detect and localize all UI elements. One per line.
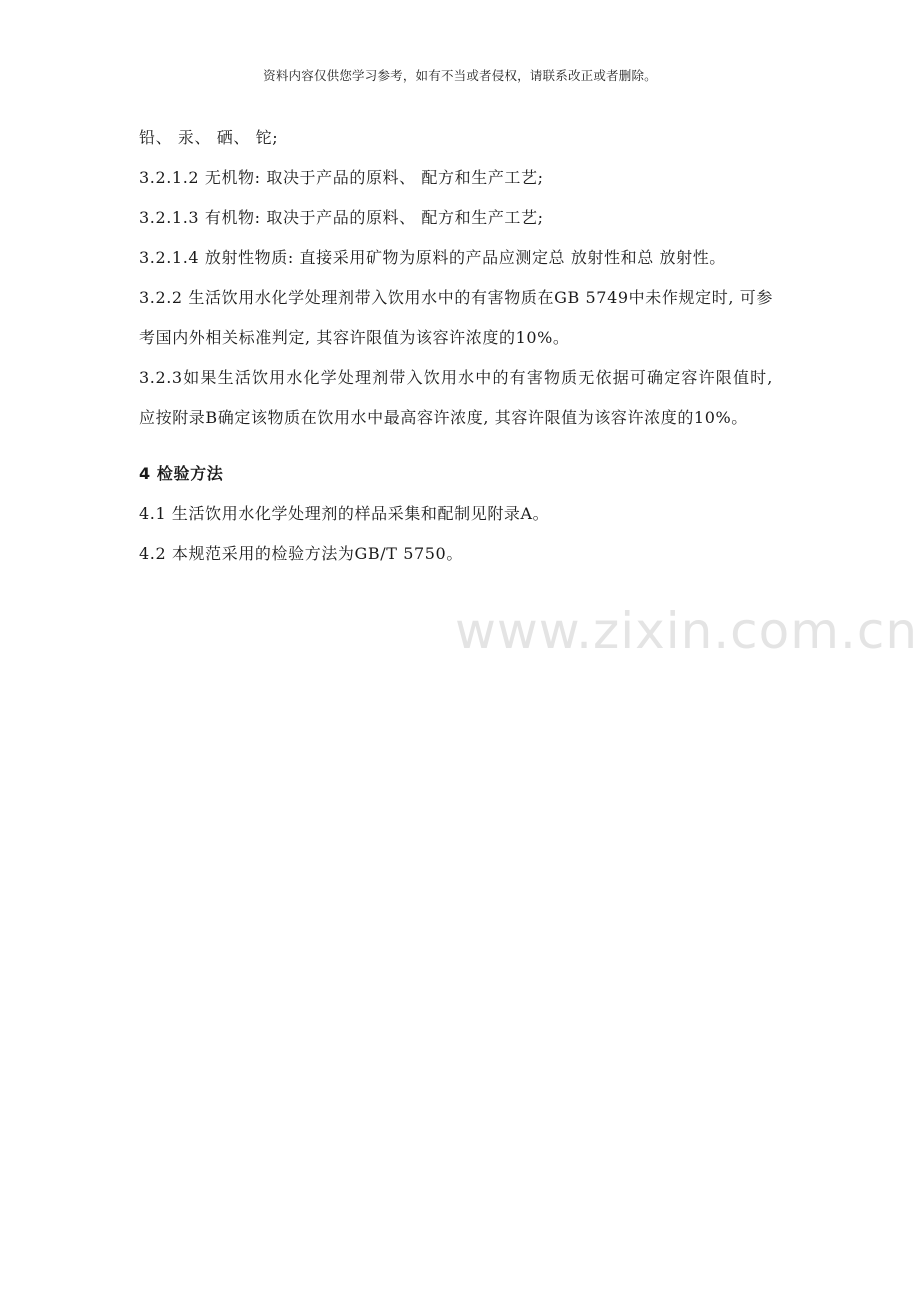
paragraph-3-2-3: 3.2.3如果生活饮用水化学处理剂带入饮用水中的有害物质无依据可确定容许限值时, 应按附录B确定该物质在饮用水中最高容许浓度, 其容许限值为该容许浓度的10%。 [139,368,773,427]
paragraph-4-2: 4.2 本规范采用的检验方法为GB/T 5750。 [139,544,463,563]
paragraph-4-1: 4.1 生活饮用水化学处理剂的样品采集和配制见附录A。 [139,504,550,523]
watermark-text: www.zixin.com.cn [455,602,919,660]
paragraph-3-2-1-4: 3.2.1.4 放射性物质: 直接采用矿物为原料的产品应测定总 放射性和总 放射性。 [139,248,726,267]
section-4-heading: 4 检验方法 [139,464,224,483]
header-disclaimer: 资料内容仅供您学习参考，如有不当或者侵权，请联系改正或者删除。 [263,68,657,83]
paragraph-3-2-1-3: 3.2.1.3 有机物: 取决于产品的原料、 配方和生产工艺; [139,208,544,227]
elements-list-paragraph: 铅、 汞、 硒、 铊; [139,128,279,147]
document-body [139,118,773,574]
paragraph-3-2-1-2: 3.2.1.2 无机物: 取决于产品的原料、 配方和生产工艺; [139,168,544,187]
paragraph-3-2-2: 3.2.2 生活饮用水化学处理剂带入饮用水中的有害物质在GB 5749中未作规定时, 可参考国内外相关标准判定, 其容许限值为该容许浓度的10%。 [139,288,773,347]
